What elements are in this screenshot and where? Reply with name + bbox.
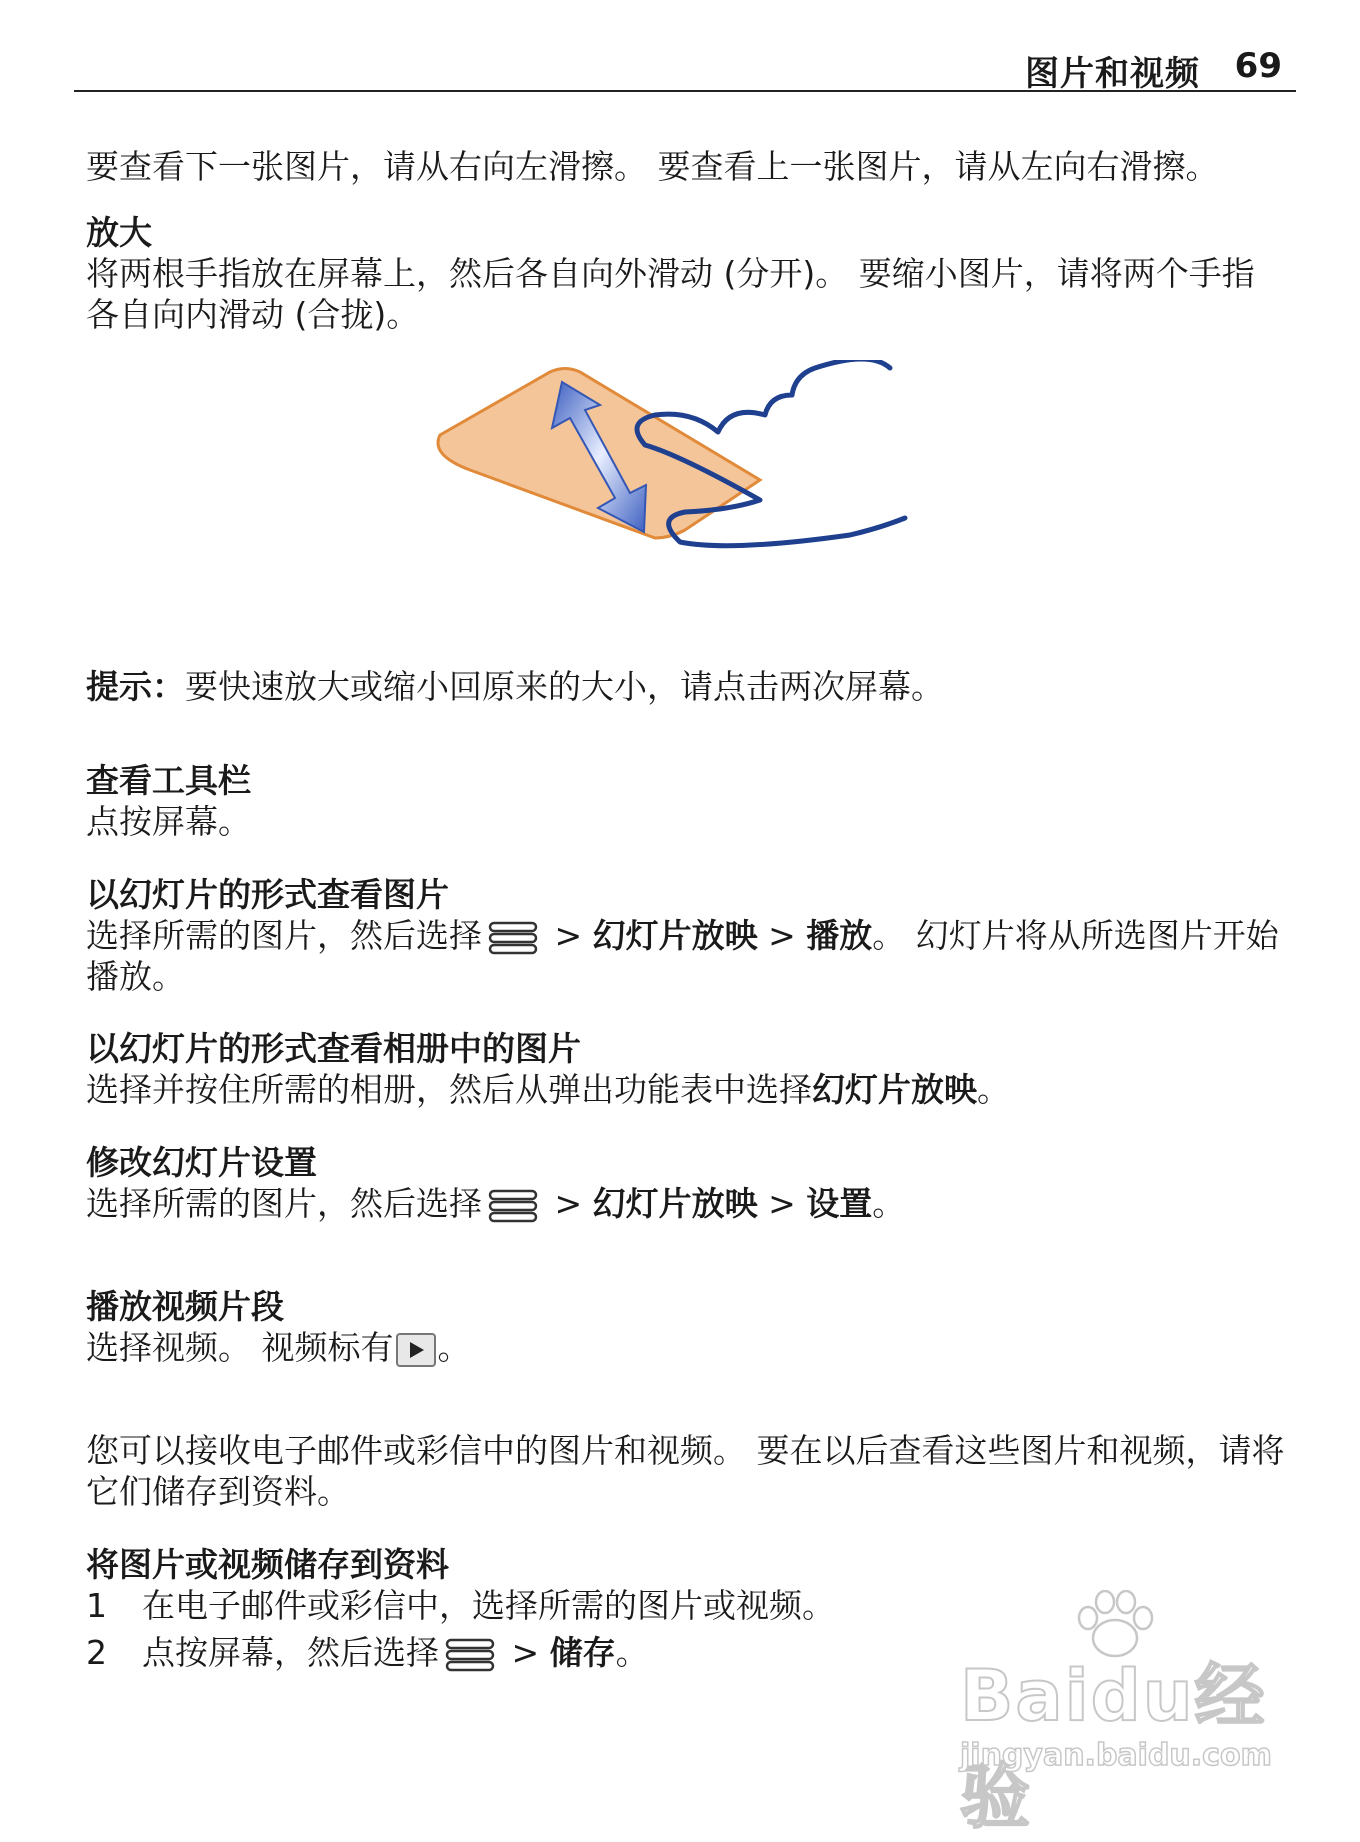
slideshow-settings-section: [86, 1142, 1286, 1224]
menu-icon: [488, 921, 538, 955]
step-post: 。: [615, 1633, 649, 1672]
slideshow-play-item: 播放: [806, 916, 873, 955]
settings-menu-item: 幻灯片放映: [592, 1184, 758, 1223]
slideshow-sep1: >: [544, 916, 593, 955]
tip-label: 提示：: [86, 667, 185, 706]
toolbar-section: [86, 760, 1286, 842]
slideshow-menu-item: 幻灯片放映: [592, 916, 758, 955]
slideshow-post: 。 幻灯片将从所选图片开始播放。: [86, 916, 1279, 996]
page-header: [74, 44, 1296, 92]
save-item: 储存: [549, 1633, 616, 1672]
zoom-section: [86, 212, 1286, 335]
step-number: 1: [86, 1586, 107, 1625]
settings-sep2: >: [757, 1184, 807, 1223]
receive-text: 您可以接收电子邮件或彩信中的图片和视频。 要在以后查看这些图片和视频，请将它们储存到资料。: [86, 1431, 1285, 1511]
step-pre: 点按屏幕，然后选择: [142, 1633, 439, 1672]
video-pre: 选择视频。 视频标有: [86, 1328, 394, 1367]
slideshow-sep2: >: [757, 916, 807, 955]
settings-item: 设置: [806, 1184, 873, 1223]
intro-text: 要查看下一张图片，请从右向左滑擦。 要查看上一张图片，请从左向右滑擦。: [86, 147, 1219, 186]
toolbar-heading: 查看工具栏: [86, 761, 251, 800]
chapter-title: 图片和视频: [1025, 54, 1200, 94]
slideshow-body: [86, 915, 1286, 997]
video-post: 。: [437, 1328, 471, 1367]
receive-paragraph: [86, 1430, 1286, 1512]
album-slideshow-item: 幻灯片放映: [812, 1070, 977, 1109]
slideshow-heading: 以幻灯片的形式查看图片: [86, 875, 449, 914]
intro-paragraph: [86, 146, 1286, 187]
play-icon: [396, 1333, 436, 1367]
slideshow-settings-heading: 修改幻灯片设置: [86, 1143, 317, 1182]
album-slideshow-section: [86, 1028, 1286, 1110]
watermark-brand: Baidu经验: [960, 1655, 1267, 1838]
video-heading: 播放视频片段: [86, 1287, 284, 1326]
step-text: 在电子邮件或彩信中，选择所需的图片或视频。: [142, 1586, 835, 1625]
video-body: [86, 1327, 1286, 1368]
slideshow-settings-body: [86, 1183, 1286, 1224]
tip-text: 要快速放大或缩小回原来的大小，请点击两次屏幕。: [185, 667, 944, 706]
album-slideshow-post: 。: [977, 1070, 1010, 1109]
settings-pre: 选择所需的图片，然后选择: [86, 1184, 482, 1223]
zoom-heading: 放大: [86, 213, 152, 252]
slideshow-section: [86, 874, 1286, 997]
menu-icon: [488, 1189, 538, 1223]
step-number: 2: [86, 1633, 107, 1672]
album-slideshow-heading: 以幻灯片的形式查看相册中的图片: [86, 1029, 581, 1068]
watermark-url: jingyan.baidu.com: [960, 1738, 1272, 1773]
settings-post: 。: [872, 1184, 906, 1223]
save-heading: 将图片或视频储存到资料: [86, 1545, 449, 1584]
album-slideshow-body: [86, 1069, 1286, 1110]
pinch-zoom-illustration: [430, 360, 930, 610]
zoom-body: 将两根手指放在屏幕上，然后各自向外滑动 (分开)。 要缩小图片，请将两个手指各自向内滑动 (合拢)。: [86, 254, 1255, 334]
settings-sep1: >: [544, 1184, 593, 1223]
video-section: [86, 1286, 1286, 1368]
slideshow-pre: 选择所需的图片，然后选择: [86, 916, 482, 955]
baidu-watermark: [950, 1590, 1290, 1838]
menu-icon: [445, 1638, 495, 1672]
step-sep: >: [501, 1633, 550, 1672]
page-number: 69: [1234, 46, 1282, 86]
tip-paragraph: [86, 666, 1286, 707]
album-slideshow-pre: 选择并按住所需的相册，然后从弹出功能表中选择: [86, 1070, 812, 1109]
toolbar-body: 点按屏幕。: [86, 802, 251, 841]
